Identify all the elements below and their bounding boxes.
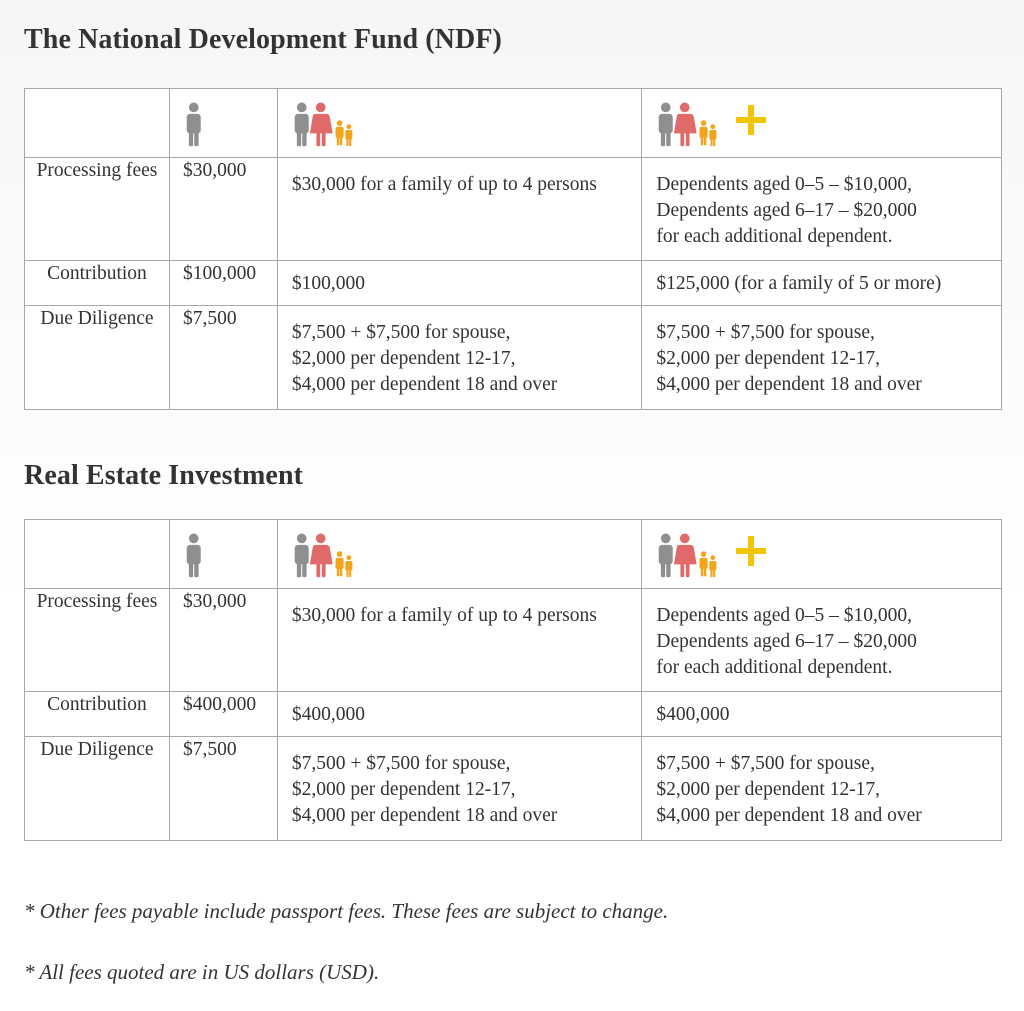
family-value: $100,000 (277, 261, 642, 306)
single-value: $7,500 (169, 306, 277, 410)
fee-table-ndf (24, 88, 1002, 410)
additional-value: $400,000 (642, 692, 1002, 737)
empty-header-cell (25, 520, 170, 589)
contribution-row (25, 692, 1002, 737)
family-header-cell (277, 89, 642, 158)
row-label: Processing fees (25, 158, 170, 261)
section-title-real-estate: Real Estate Investment (24, 460, 304, 491)
header-row (25, 520, 1002, 589)
additional-value-text: $7,500 + $7,500 for spouse, $2,000 per dependent 12-17, $4,000 per dependent 18 and over (656, 753, 922, 826)
single-value: $30,000 (169, 158, 277, 261)
contribution-row (25, 261, 1002, 306)
family-value: $400,000 (277, 692, 642, 737)
footnote-currency: * All fees quoted are in US dollars (USD). (24, 960, 380, 984)
family-icon (292, 99, 360, 149)
single-person-icon (183, 99, 203, 149)
plus-icon (736, 105, 766, 135)
family-value: $30,000 for a family of up to 4 persons (277, 158, 642, 261)
additional-value-text: Dependents aged 0–5 – $10,000, Dependents aged 6–17 – $20,000 for each additional dependent. (656, 605, 917, 678)
family-value (277, 737, 642, 841)
single-person-icon (183, 530, 203, 580)
additional-header-cell (642, 520, 1002, 589)
processing-fees-row (25, 158, 1002, 261)
row-label: Contribution (25, 692, 170, 737)
plus-icon (736, 536, 766, 566)
row-label: Due Diligence (25, 306, 170, 410)
row-label: Due Diligence (25, 737, 170, 841)
row-label: Processing fees (25, 589, 170, 692)
additional-value-text: Dependents aged 0–5 – $10,000, Dependents aged 6–17 – $20,000 for each additional dependent. (656, 174, 917, 247)
family-header-cell (277, 520, 642, 589)
single-header-cell (169, 89, 277, 158)
single-value: $400,000 (169, 692, 277, 737)
section-title-ndf: The National Development Fund (NDF) (24, 24, 502, 55)
family-value: $30,000 for a family of up to 4 persons (277, 589, 642, 692)
family-icon (656, 530, 724, 580)
fee-table-real-estate (24, 519, 1002, 841)
row-label: Contribution (25, 261, 170, 306)
family-icon (292, 530, 360, 580)
processing-fees-row (25, 589, 1002, 692)
additional-header-cell (642, 89, 1002, 158)
family-value-text: $7,500 + $7,500 for spouse, $2,000 per dependent 12-17, $4,000 per dependent 18 and over (291, 322, 558, 395)
additional-value (642, 589, 1002, 692)
empty-header-cell (25, 89, 170, 158)
additional-value (642, 306, 1002, 410)
single-value: $100,000 (169, 261, 277, 306)
family-value (277, 306, 642, 410)
additional-value (642, 737, 1002, 841)
family-value-text: $7,500 + $7,500 for spouse, $2,000 per dependent 12-17, $4,000 per dependent 18 and over (291, 753, 558, 826)
due-diligence-row (25, 306, 1002, 410)
header-row (25, 89, 1002, 158)
additional-value: $125,000 (for a family of 5 or more) (642, 261, 1002, 306)
additional-value (642, 158, 1002, 261)
due-diligence-row (25, 737, 1002, 841)
single-value: $7,500 (169, 737, 277, 841)
family-icon (656, 99, 724, 149)
single-value: $30,000 (169, 589, 277, 692)
footnote-other-fees: * Other fees payable include passport fees. These fees are subject to change. (24, 899, 669, 923)
single-header-cell (169, 520, 277, 589)
additional-value-text: $7,500 + $7,500 for spouse, $2,000 per dependent 12-17, $4,000 per dependent 18 and over (656, 322, 922, 395)
